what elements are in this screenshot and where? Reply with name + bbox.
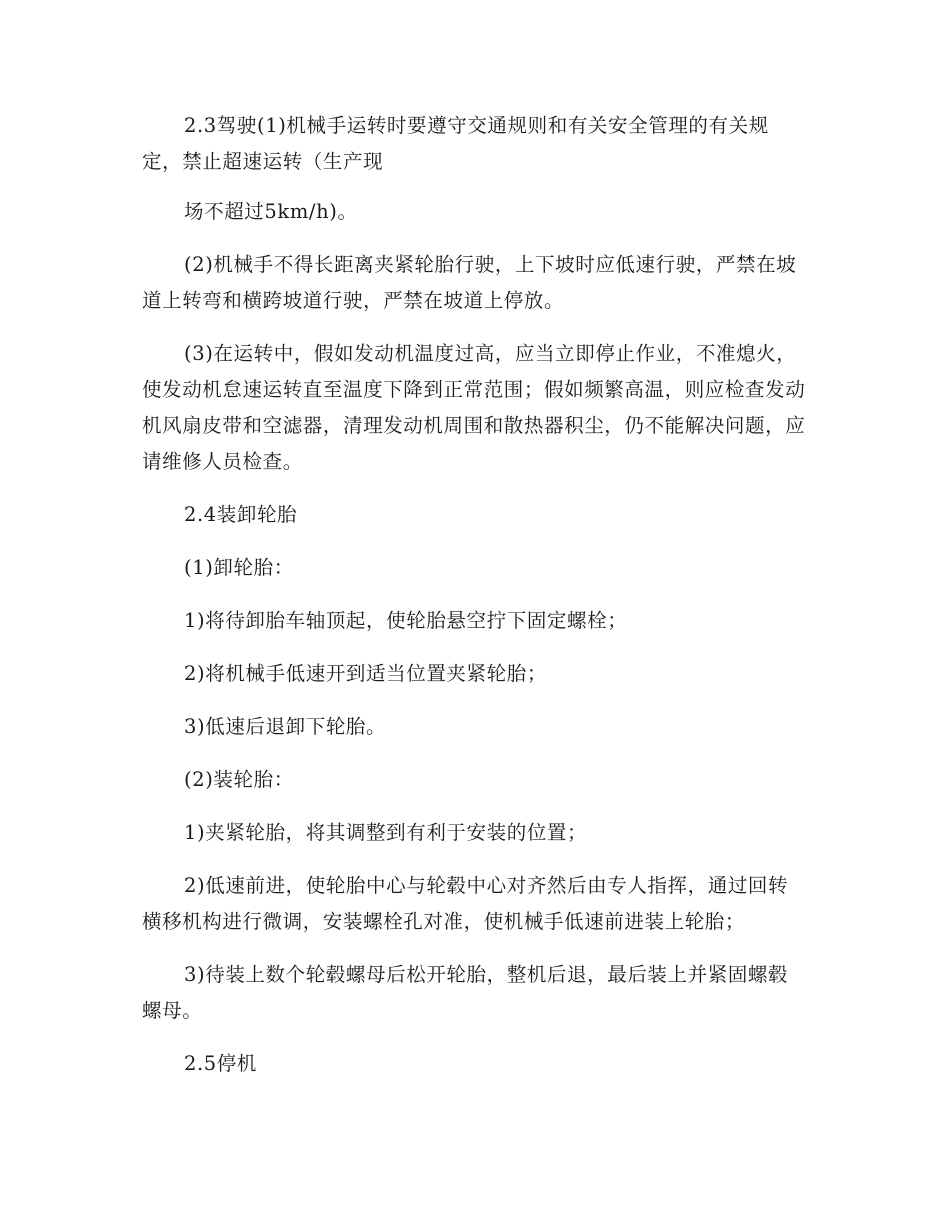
paragraph-2-3-driving: 2.3驾驶(1)机械手运转时要遵守交通规则和有关安全管理的有关规定，禁止超速运转（生产现 <box>142 114 769 173</box>
install-step-3: 3)待装上数个轮毂螺母后松开轮胎，整机后退，最后装上并紧固螺毂螺母。 <box>142 963 789 1022</box>
install-step-1: 1)夹紧轮胎，将其调整到有利于安装的位置； <box>184 821 588 844</box>
paragraph-driving-rule-3: (3)在运转中，假如发动机温度过高，应当立即停止作业，不准熄火，使发动机怠速运转直至温度下降到正常范围；假如频繁高温，则应检查发动机风扇皮带和空滤器，清理发动机周围和散热器积尘，仍不能解决问题，应请维修人员检查。 <box>142 342 806 473</box>
remove-step-2: 2)将机械手低速开到适当位置夹紧轮胎； <box>184 662 547 685</box>
section-heading-2-4: 2.4装卸轮胎 <box>184 503 298 526</box>
paragraph-driving-rule-2: (2)机械手不得长距离夹紧轮胎行驶，上下坡时应低速行驶，严禁在坡道上转弯和横跨坡道行驶，严禁在坡道上停放。 <box>142 253 797 312</box>
subheading-install-tire: (2)装轮胎： <box>184 768 294 791</box>
remove-step-1: 1)将待卸胎车轴顶起，使轮胎悬空拧下固定螺栓； <box>184 609 628 632</box>
paragraph-speed-limit: 场不超过5km/h)。 <box>184 200 358 223</box>
install-step-2: 2)低速前进，使轮胎中心与轮毂中心对齐然后由专人指挥，通过回转横移机构进行微调，安装螺栓孔对准，使机械手低速前进装上轮胎； <box>142 874 789 933</box>
remove-step-3: 3)低速后退卸下轮胎。 <box>184 715 387 738</box>
subheading-remove-tire: (1)卸轮胎： <box>184 556 294 579</box>
document-page <box>142 108 807 1099</box>
section-heading-2-5: 2.5停机 <box>184 1052 258 1075</box>
